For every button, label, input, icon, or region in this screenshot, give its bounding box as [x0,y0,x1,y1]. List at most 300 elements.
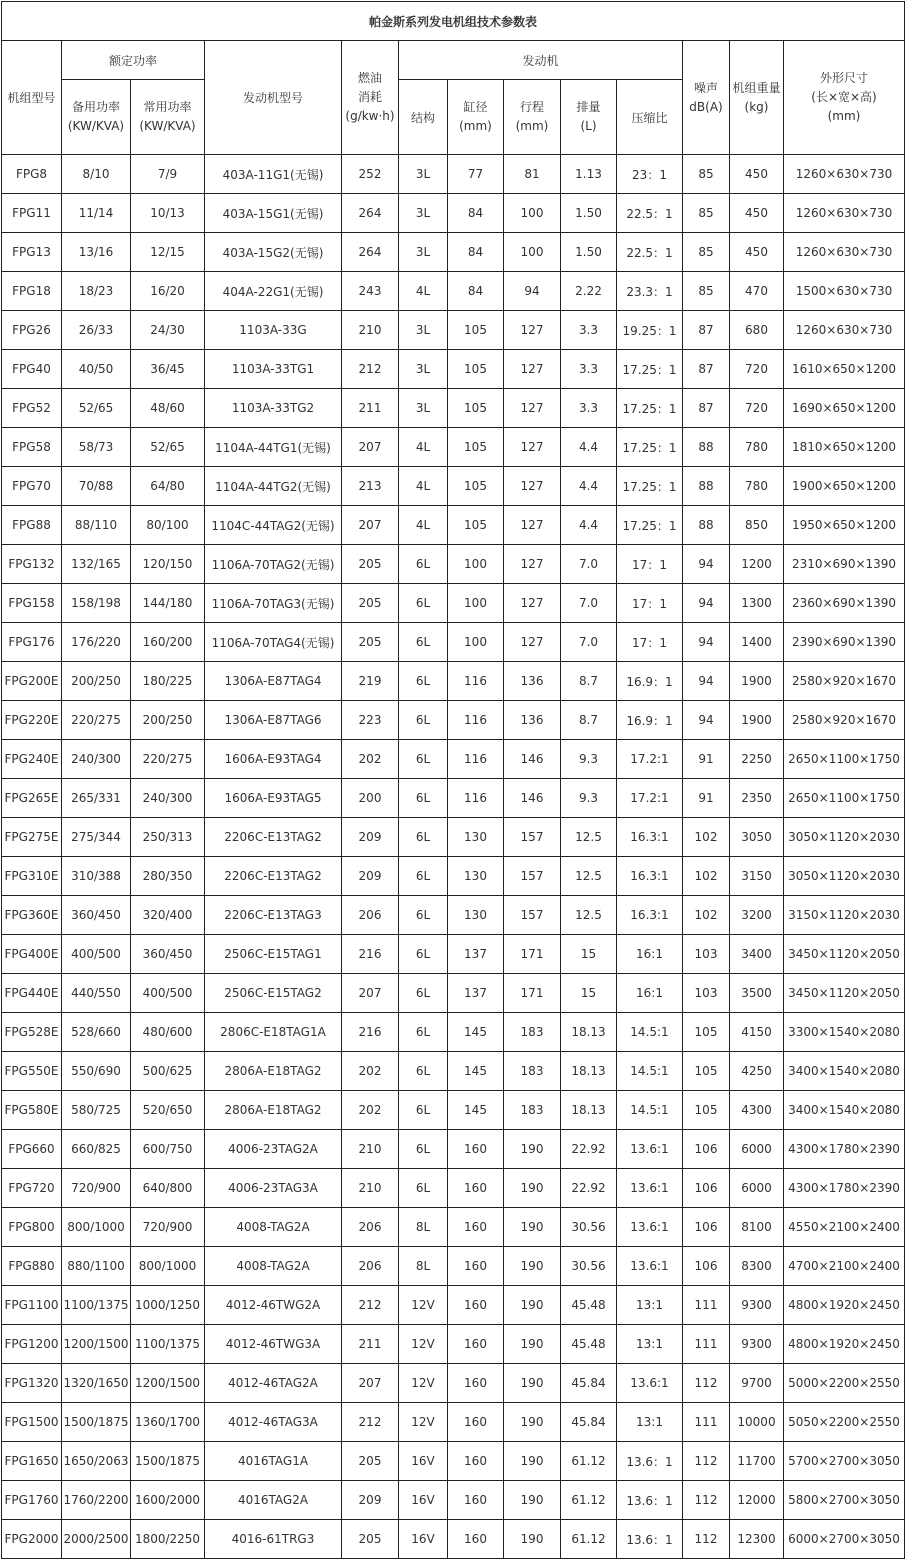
table-row [2,662,905,701]
cell-compression: 13.6：1 [617,1442,683,1481]
cell-engine-model: 1103A-33TG1 [205,350,342,389]
cell-displacement: 22.92 [561,1169,617,1208]
cell-standby-power: 200/250 [62,662,131,701]
cell-standby-power: 1320/1650 [62,1364,131,1403]
cell-noise: 87 [683,311,730,350]
cell-model: FPG200E [2,662,62,701]
cell-bore: 105 [448,506,504,545]
cell-structure: 6L [399,1169,448,1208]
cell-engine-model: 2206C-E13TAG3 [205,896,342,935]
cell-stroke: 157 [504,857,561,896]
cell-fuel: 207 [342,974,399,1013]
cell-prime-power: 48/60 [131,389,205,428]
header-rated-power: 额定功率 [62,41,205,80]
cell-bore: 160 [448,1364,504,1403]
cell-fuel: 205 [342,1520,399,1559]
cell-prime-power: 160/200 [131,623,205,662]
cell-dimensions: 4300×1780×2390 [784,1130,905,1169]
cell-weight: 3500 [730,974,784,1013]
table-row [2,506,905,545]
cell-noise: 105 [683,1052,730,1091]
cell-weight: 1400 [730,623,784,662]
cell-fuel: 205 [342,623,399,662]
cell-prime-power: 1360/1700 [131,1403,205,1442]
cell-dimensions: 3400×1540×2080 [784,1052,905,1091]
cell-bore: 105 [448,428,504,467]
cell-bore: 116 [448,779,504,818]
cell-structure: 16V [399,1520,448,1559]
cell-bore: 160 [448,1481,504,1520]
cell-displacement: 45.48 [561,1286,617,1325]
cell-model: FPG13 [2,233,62,272]
cell-weight: 4250 [730,1052,784,1091]
cell-bore: 160 [448,1286,504,1325]
cell-structure: 16V [399,1481,448,1520]
cell-engine-model: 2806A-E18TAG2 [205,1052,342,1091]
cell-structure: 4L [399,272,448,311]
header-weight: 机组重量 (kg) [730,41,784,155]
cell-stroke: 136 [504,701,561,740]
table-row [2,1286,905,1325]
cell-stroke: 183 [504,1013,561,1052]
cell-displacement: 4.4 [561,467,617,506]
cell-engine-model: 2506C-E15TAG1 [205,935,342,974]
cell-fuel: 207 [342,1364,399,1403]
cell-displacement: 61.12 [561,1442,617,1481]
cell-model: FPG2000 [2,1520,62,1559]
cell-prime-power: 52/65 [131,428,205,467]
cell-model: FPG550E [2,1052,62,1091]
header-displacement: 排量 (L) [561,80,617,155]
cell-noise: 102 [683,818,730,857]
cell-prime-power: 1800/2250 [131,1520,205,1559]
cell-standby-power: 40/50 [62,350,131,389]
cell-stroke: 171 [504,935,561,974]
cell-prime-power: 320/400 [131,896,205,935]
cell-stroke: 190 [504,1130,561,1169]
cell-structure: 4L [399,506,448,545]
cell-prime-power: 520/650 [131,1091,205,1130]
cell-displacement: 18.13 [561,1013,617,1052]
table-row [2,545,905,584]
header-model: 机组型号 [2,41,62,155]
cell-prime-power: 240/300 [131,779,205,818]
cell-dimensions: 2650×1100×1750 [784,740,905,779]
cell-stroke: 127 [504,467,561,506]
cell-model: FPG720 [2,1169,62,1208]
cell-noise: 106 [683,1208,730,1247]
cell-dimensions: 4800×1920×2450 [784,1325,905,1364]
cell-compression: 16:1 [617,935,683,974]
cell-standby-power: 58/73 [62,428,131,467]
cell-compression: 16.9：1 [617,701,683,740]
cell-model: FPG240E [2,740,62,779]
cell-stroke: 190 [504,1403,561,1442]
cell-model: FPG26 [2,311,62,350]
cell-compression: 16.3:1 [617,857,683,896]
cell-structure: 3L [399,350,448,389]
cell-compression: 14.5:1 [617,1091,683,1130]
cell-engine-model: 4016TAG1A [205,1442,342,1481]
table-row [2,1130,905,1169]
cell-bore: 160 [448,1247,504,1286]
cell-displacement: 15 [561,974,617,1013]
cell-noise: 112 [683,1442,730,1481]
cell-noise: 106 [683,1130,730,1169]
cell-weight: 9700 [730,1364,784,1403]
cell-weight: 720 [730,350,784,389]
cell-model: FPG18 [2,272,62,311]
cell-dimensions: 3450×1120×2050 [784,935,905,974]
header-standby-power: 备用功率 (KW/KVA) [62,80,131,155]
cell-standby-power: 2000/2500 [62,1520,131,1559]
cell-structure: 4L [399,467,448,506]
cell-stroke: 190 [504,1442,561,1481]
header-noise: 噪声 dB(A) [683,41,730,155]
cell-standby-power: 220/275 [62,701,131,740]
table-row [2,896,905,935]
header-stroke: 行程 (mm) [504,80,561,155]
cell-displacement: 45.84 [561,1364,617,1403]
cell-engine-model: 4012-46TWG3A [205,1325,342,1364]
cell-model: FPG1320 [2,1364,62,1403]
cell-compression: 13:1 [617,1403,683,1442]
spec-table [1,1,905,1559]
cell-bore: 105 [448,389,504,428]
cell-prime-power: 64/80 [131,467,205,506]
cell-weight: 9300 [730,1286,784,1325]
cell-compression: 17.25：1 [617,467,683,506]
header-fuel: 燃油 消耗 (g/kw·h) [342,41,399,155]
header-dimensions: 外形尺寸 (长×宽×高) (mm) [784,41,905,155]
cell-standby-power: 660/825 [62,1130,131,1169]
cell-engine-model: 2206C-E13TAG2 [205,857,342,896]
cell-fuel: 264 [342,194,399,233]
cell-weight: 1200 [730,545,784,584]
cell-dimensions: 3050×1120×2030 [784,857,905,896]
table-row [2,1208,905,1247]
cell-model: FPG8 [2,155,62,194]
cell-prime-power: 1600/2000 [131,1481,205,1520]
cell-stroke: 183 [504,1091,561,1130]
cell-weight: 2250 [730,740,784,779]
cell-fuel: 202 [342,1091,399,1130]
table-row [2,1481,905,1520]
cell-model: FPG1500 [2,1403,62,1442]
cell-stroke: 190 [504,1481,561,1520]
cell-fuel: 216 [342,1013,399,1052]
cell-engine-model: 1306A-E87TAG6 [205,701,342,740]
cell-dimensions: 3150×1120×2030 [784,896,905,935]
cell-displacement: 8.7 [561,662,617,701]
cell-engine-model: 1104C-44TAG2(无锡) [205,506,342,545]
cell-noise: 88 [683,506,730,545]
cell-prime-power: 480/600 [131,1013,205,1052]
cell-dimensions: 3450×1120×2050 [784,974,905,1013]
cell-engine-model: 1103A-33TG2 [205,389,342,428]
table-row [2,1364,905,1403]
cell-standby-power: 1760/2200 [62,1481,131,1520]
cell-weight: 2350 [730,779,784,818]
cell-noise: 102 [683,896,730,935]
cell-fuel: 206 [342,1247,399,1286]
table-row [2,1052,905,1091]
cell-stroke: 146 [504,779,561,818]
cell-noise: 111 [683,1325,730,1364]
cell-compression: 17.25：1 [617,389,683,428]
cell-model: FPG310E [2,857,62,896]
cell-weight: 8300 [730,1247,784,1286]
cell-fuel: 243 [342,272,399,311]
cell-model: FPG880 [2,1247,62,1286]
cell-fuel: 212 [342,1403,399,1442]
cell-compression: 13:1 [617,1325,683,1364]
cell-fuel: 211 [342,389,399,428]
cell-stroke: 127 [504,623,561,662]
cell-displacement: 9.3 [561,740,617,779]
cell-fuel: 207 [342,428,399,467]
cell-structure: 3L [399,233,448,272]
cell-dimensions: 1260×630×730 [784,155,905,194]
cell-engine-model: 4006-23TAG2A [205,1130,342,1169]
cell-weight: 9300 [730,1325,784,1364]
cell-engine-model: 403A-15G2(无锡) [205,233,342,272]
cell-standby-power: 550/690 [62,1052,131,1091]
cell-bore: 160 [448,1208,504,1247]
cell-compression: 16.3:1 [617,818,683,857]
cell-compression: 17：1 [617,623,683,662]
table-title: 帕金斯系列发电机组技术参数表 [2,2,905,41]
cell-standby-power: 11/14 [62,194,131,233]
cell-dimensions: 1260×630×730 [784,233,905,272]
cell-weight: 3400 [730,935,784,974]
cell-compression: 19.25：1 [617,311,683,350]
cell-dimensions: 2390×690×1390 [784,623,905,662]
cell-displacement: 15 [561,935,617,974]
cell-compression: 14.5:1 [617,1013,683,1052]
cell-weight: 6000 [730,1130,784,1169]
cell-standby-power: 800/1000 [62,1208,131,1247]
cell-compression: 13.6:1 [617,1247,683,1286]
cell-displacement: 3.3 [561,350,617,389]
cell-structure: 6L [399,623,448,662]
cell-dimensions: 4700×2100×2400 [784,1247,905,1286]
cell-bore: 160 [448,1169,504,1208]
cell-dimensions: 4300×1780×2390 [784,1169,905,1208]
cell-engine-model: 4016TAG2A [205,1481,342,1520]
cell-noise: 94 [683,545,730,584]
cell-prime-power: 36/45 [131,350,205,389]
cell-dimensions: 2650×1100×1750 [784,779,905,818]
cell-model: FPG1200 [2,1325,62,1364]
cell-noise: 112 [683,1481,730,1520]
cell-structure: 3L [399,194,448,233]
cell-model: FPG580E [2,1091,62,1130]
cell-weight: 4150 [730,1013,784,1052]
cell-fuel: 212 [342,350,399,389]
cell-prime-power: 800/1000 [131,1247,205,1286]
cell-displacement: 30.56 [561,1208,617,1247]
cell-noise: 105 [683,1013,730,1052]
cell-displacement: 18.13 [561,1052,617,1091]
cell-dimensions: 1810×650×1200 [784,428,905,467]
cell-prime-power: 280/350 [131,857,205,896]
cell-model: FPG360E [2,896,62,935]
cell-displacement: 61.12 [561,1481,617,1520]
cell-displacement: 45.48 [561,1325,617,1364]
table-row [2,740,905,779]
cell-engine-model: 4006-23TAG3A [205,1169,342,1208]
cell-bore: 160 [448,1403,504,1442]
cell-bore: 145 [448,1091,504,1130]
cell-stroke: 190 [504,1286,561,1325]
cell-noise: 103 [683,935,730,974]
cell-noise: 111 [683,1286,730,1325]
cell-standby-power: 18/23 [62,272,131,311]
cell-engine-model: 2806A-E18TAG2 [205,1091,342,1130]
cell-dimensions: 3050×1120×2030 [784,818,905,857]
cell-stroke: 190 [504,1325,561,1364]
cell-bore: 130 [448,896,504,935]
cell-displacement: 2.22 [561,272,617,311]
cell-standby-power: 88/110 [62,506,131,545]
cell-fuel: 206 [342,1208,399,1247]
cell-noise: 88 [683,467,730,506]
cell-displacement: 3.3 [561,311,617,350]
cell-displacement: 30.56 [561,1247,617,1286]
cell-compression: 17.25：1 [617,506,683,545]
cell-noise: 94 [683,701,730,740]
cell-model: FPG528E [2,1013,62,1052]
cell-dimensions: 1950×650×1200 [784,506,905,545]
cell-standby-power: 8/10 [62,155,131,194]
cell-standby-power: 528/660 [62,1013,131,1052]
cell-model: FPG1100 [2,1286,62,1325]
cell-prime-power: 220/275 [131,740,205,779]
cell-compression: 17.2:1 [617,740,683,779]
cell-stroke: 190 [504,1247,561,1286]
cell-stroke: 157 [504,818,561,857]
cell-structure: 6L [399,584,448,623]
table-row [2,1169,905,1208]
cell-weight: 6000 [730,1169,784,1208]
cell-compression: 17.2:1 [617,779,683,818]
cell-dimensions: 2580×920×1670 [784,701,905,740]
cell-noise: 91 [683,779,730,818]
cell-standby-power: 310/388 [62,857,131,896]
cell-stroke: 190 [504,1169,561,1208]
cell-standby-power: 70/88 [62,467,131,506]
cell-compression: 13.6:1 [617,1169,683,1208]
cell-model: FPG800 [2,1208,62,1247]
cell-dimensions: 5800×2700×3050 [784,1481,905,1520]
cell-compression: 17.25：1 [617,428,683,467]
cell-model: FPG40 [2,350,62,389]
cell-displacement: 45.84 [561,1403,617,1442]
cell-bore: 130 [448,857,504,896]
cell-structure: 6L [399,1091,448,1130]
cell-compression: 13.6：1 [617,1520,683,1559]
cell-weight: 1900 [730,662,784,701]
table-row [2,779,905,818]
cell-dimensions: 1500×630×730 [784,272,905,311]
cell-structure: 6L [399,740,448,779]
table-row [2,1403,905,1442]
cell-structure: 12V [399,1403,448,1442]
cell-compression: 23：1 [617,155,683,194]
cell-standby-power: 13/16 [62,233,131,272]
cell-structure: 8L [399,1208,448,1247]
cell-engine-model: 1106A-70TAG4(无锡) [205,623,342,662]
cell-weight: 720 [730,389,784,428]
header-engine-model: 发动机型号 [205,41,342,155]
cell-engine-model: 4008-TAG2A [205,1247,342,1286]
cell-compression: 13:1 [617,1286,683,1325]
cell-model: FPG52 [2,389,62,428]
cell-structure: 6L [399,974,448,1013]
cell-prime-power: 1200/1500 [131,1364,205,1403]
cell-bore: 100 [448,545,504,584]
cell-displacement: 12.5 [561,857,617,896]
cell-engine-model: 403A-11G1(无锡) [205,155,342,194]
cell-weight: 850 [730,506,784,545]
cell-compression: 22.5：1 [617,233,683,272]
cell-prime-power: 120/150 [131,545,205,584]
cell-bore: 105 [448,350,504,389]
cell-stroke: 127 [504,428,561,467]
cell-standby-power: 880/1100 [62,1247,131,1286]
cell-stroke: 100 [504,233,561,272]
cell-model: FPG158 [2,584,62,623]
cell-displacement: 9.3 [561,779,617,818]
cell-engine-model: 2806C-E18TAG1A [205,1013,342,1052]
cell-model: FPG220E [2,701,62,740]
cell-displacement: 12.5 [561,896,617,935]
cell-weight: 12000 [730,1481,784,1520]
cell-weight: 780 [730,428,784,467]
cell-model: FPG70 [2,467,62,506]
cell-stroke: 183 [504,1052,561,1091]
table-body [2,155,905,1559]
cell-prime-power: 80/100 [131,506,205,545]
cell-dimensions: 1260×630×730 [784,194,905,233]
cell-noise: 91 [683,740,730,779]
cell-displacement: 4.4 [561,506,617,545]
cell-engine-model: 4016-61TRG3 [205,1520,342,1559]
cell-noise: 94 [683,584,730,623]
cell-weight: 680 [730,311,784,350]
cell-fuel: 206 [342,896,399,935]
cell-compression: 17.25：1 [617,350,683,389]
cell-compression: 23.3：1 [617,272,683,311]
cell-engine-model: 4012-46TAG2A [205,1364,342,1403]
cell-dimensions: 2360×690×1390 [784,584,905,623]
table-row [2,194,905,233]
cell-structure: 6L [399,779,448,818]
cell-prime-power: 500/625 [131,1052,205,1091]
cell-model: FPG265E [2,779,62,818]
table-row [2,155,905,194]
cell-displacement: 7.0 [561,623,617,662]
cell-prime-power: 720/900 [131,1208,205,1247]
cell-compression: 17：1 [617,584,683,623]
cell-standby-power: 1500/1875 [62,1403,131,1442]
cell-fuel: 205 [342,545,399,584]
cell-stroke: 127 [504,584,561,623]
cell-compression: 22.5：1 [617,194,683,233]
cell-prime-power: 180/225 [131,662,205,701]
cell-bore: 160 [448,1442,504,1481]
